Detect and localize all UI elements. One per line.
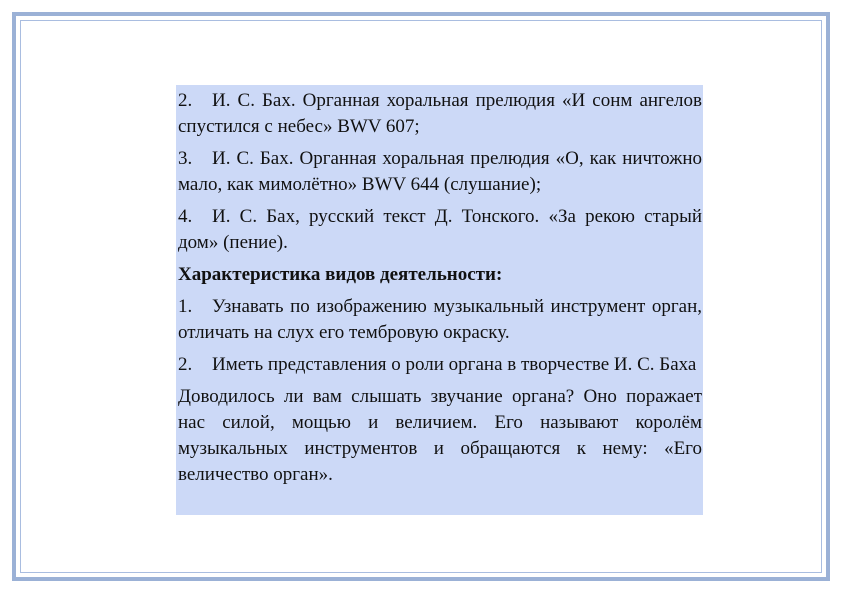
item-text: И. С. Бах, русский текст Д. Тонского. «За рекою старый дом» (пение). <box>178 206 702 253</box>
repertoire-item-4 <box>178 204 702 256</box>
item-text: И. С. Бах. Органная хоральная прелюдия «О, как ничтожно мало, как мимолётно» BWV 644 (слушание); <box>178 148 702 195</box>
activity-item-2 <box>178 352 702 378</box>
item-number: 2. <box>178 354 193 375</box>
item-number: 4. <box>178 206 193 227</box>
item-number: 3. <box>178 148 193 169</box>
text-block <box>176 85 703 515</box>
item-text: Иметь представления о роли органа в творчестве И. С. Баха <box>212 354 697 375</box>
closing-paragraph: Доводилось ли вам слышать звучание органа? Оно поражает нас силой, мощью и величием. Его называют королём музыкальных инструментов и обращаются к нему: «Его величество орган». <box>178 386 702 485</box>
item-text: И. С. Бах. Органная хоральная прелюдия «И сонм ангелов спустился с небес» BWV 607; <box>178 90 702 137</box>
item-number: 2. <box>178 90 193 111</box>
repertoire-item-3 <box>178 146 702 198</box>
activity-item-1 <box>178 294 702 346</box>
repertoire-item-2 <box>178 88 702 140</box>
activities-heading: Характеристика видов деятельности: <box>178 264 503 285</box>
item-text: Узнавать по изображению музыкальный инструмент орган, отличать на слух его тембровую окраску. <box>178 296 702 343</box>
item-number: 1. <box>178 296 193 317</box>
